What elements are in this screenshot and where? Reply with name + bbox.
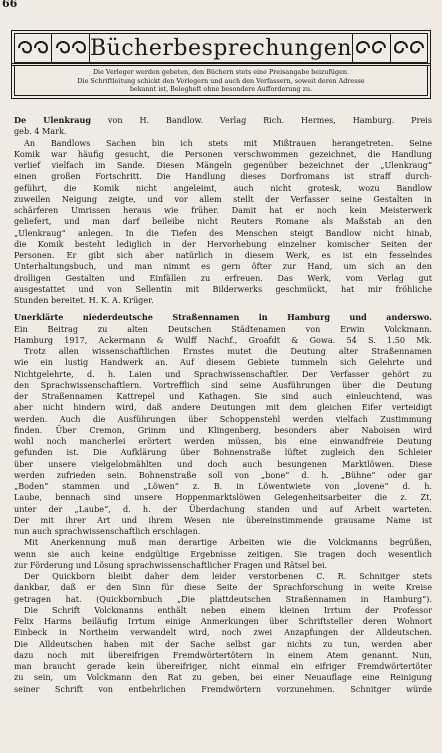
review-text: unter der „Laube“, d. h. der Überdachung standen und auf Arbeit warteten. (14, 503, 432, 514)
review-text: schärferen Umrissen heraus wie früher. Damit hat er noch kein Meisterwerk (14, 205, 432, 215)
review-text: Stunden bereitet. H. K. A. Krüger. (14, 295, 154, 305)
review-text: zur Förderung und Lösung sprachwissenschaftlicher Fragen und Rätsel bei. (14, 559, 328, 570)
text-line (14, 380, 432, 391)
text-line (14, 672, 432, 683)
review-text: Unterhaltungsbuch, und man nimmt es gern öfter zur Hand, um sich an den (14, 261, 432, 272)
text-line (14, 481, 432, 492)
text-line (14, 526, 432, 537)
text-line (14, 447, 432, 458)
reviews-body (14, 115, 432, 695)
text-line (14, 312, 432, 323)
review-text: Hamburg 1917, Ackermann & Wulff Nachf., Groafdt & Gowa. 54 S. 1.50 Mk. (14, 334, 432, 345)
text-line (14, 560, 432, 571)
text-line (14, 324, 432, 335)
review-text: dankbar, daß er den Sinn für diese Seite der Sprachforschung in weite Kreise (14, 582, 432, 593)
ornament-right-icon (390, 34, 427, 62)
text-line (14, 228, 432, 239)
text-line (14, 261, 432, 272)
text-line (14, 594, 432, 605)
text-line (14, 205, 432, 216)
review-text: werden zufrieden sein. Bohnenstraße soll von „bone“ d. h. „Bühne“ oder gar (14, 469, 432, 480)
section-banner (14, 33, 428, 63)
text-line (14, 369, 432, 380)
text-line (14, 171, 432, 182)
review-text: Ein Beitrag zu alten Deutschen Städtenamen von Erwin Volckmann. (14, 323, 432, 334)
review-text: Nichtgelehrte, d. h. Laien und Sprachwissenschaftler. Der Verfasser gehört zu (14, 368, 432, 379)
review-text: man braucht gerade kein übereifriger, nicht einmal ein eifriger Fremdwörtertöter (14, 661, 432, 671)
review-heading: Unerklärte niederdeutsche Straßennamen in Hamburg und anderswo. (14, 312, 432, 323)
text-line (14, 616, 432, 627)
text-line (14, 391, 432, 402)
text-line (14, 149, 432, 160)
review-text: Einbeck in Northeim verwandelt wird, noch zwei Anzapfungen der Alldeutschen. (14, 627, 432, 638)
text-line (14, 284, 432, 295)
review-text: getragen hat. (Quickbornbuch „Die plattdeutschen Straßennamen in Hamburg“). (14, 593, 432, 604)
review-text: aber nicht hindern wird, daß andere Deutungen mit dem gleichen Eifer verteidigt (14, 402, 432, 413)
review-text: werden. Auch die Ausführungen über Schoppenstehl werden vielfach Zustimmung (14, 413, 432, 424)
notice-line: bekannt ist, Belegheft ohne besondere Aufforderung zu. (129, 85, 313, 94)
publisher-notice (14, 66, 428, 96)
ornament-left-icon (15, 34, 52, 62)
review-text: Mit Anerkennung muß man derartige Arbeiten wie die Volckmanns begrüßen, (24, 537, 432, 548)
review-text: den Sprachwissenschaftlern. Vortrefflich sind seine Ausführungen über die Deutung (14, 379, 432, 390)
text-line (14, 194, 432, 205)
text-line (14, 183, 432, 194)
review-text: geführt, die Komik nicht angeleimt, auch nicht grotesk, wozu Bandlow (14, 182, 432, 193)
text-line (14, 639, 432, 650)
review-text: „Ulenkraug“ anlegen. In die Tiefen des Menschen steigt Bandlow nicht hinab, (14, 227, 432, 238)
review-text: wenn sie auch keine endgültige Ergebnisse zeitigen. Sie tragen doch wesentlich (14, 548, 432, 559)
text-line (14, 650, 432, 661)
text-line (14, 515, 432, 526)
review-1 (14, 115, 432, 306)
review-2 (14, 306, 432, 695)
text-line (14, 492, 432, 503)
review-text: einen großen Fortschritt. Die Handlung dieses Dorfromans ist straff durch- (14, 171, 432, 182)
text-line (14, 549, 432, 560)
review-text: drolligen Gestalten und Einfällen zu erfreuen. Das Werk, vom Verlag gut (14, 272, 432, 283)
text-line (14, 414, 432, 425)
review-text: wie ein lustig Handwerk an. Auf diesem Gebiete tummeln sich Gelehrte und (14, 357, 432, 368)
review-text: seiner Schrift von entbehrlichen Fremdwörtern vorzunehmen. Schnitger würde (14, 683, 432, 694)
review-text: Trotz allen wissenschaftlichen Ernstes mutet die Deutung alter Straßennamen (24, 346, 432, 356)
ornament-right-2-icon (353, 34, 390, 62)
notice-line: Die Verleger werden gebeten, den Büchern stets eine Preisangabe beizufügen. (92, 68, 350, 76)
review-text: gefunden ist. Die Aufklärung über Bohnenstraße lüftet zugleich den Schleier (14, 447, 432, 458)
text-line (14, 160, 432, 171)
review-text: wohl noch mancherlei erörtert werden müssen, bis eine einwandfreie Deutung (14, 436, 432, 446)
review-text: finden. Über Cremon, Grimm und Klingenberg, besonders aber Naboisen wird (14, 424, 432, 435)
text-line (14, 459, 432, 470)
ornament-left-2-icon (52, 34, 89, 62)
review-text: zu sein, um Volckmann den Rat zu geben, bei einer Neuauflage eine Reinigung (14, 672, 432, 683)
review-text: die Komik besteht lediglich in der Hervorhebung einzelner komischer Seiten der (14, 238, 432, 249)
review-text: Personen. Er gibt sich aber natürlich in diesem Werk, es ist ein fesselndes (14, 250, 432, 260)
text-line (14, 357, 432, 368)
review-text: geliefert, und man darf beileibe nicht Reuters Romane als Maßstab an den (14, 216, 432, 227)
review-text: nun auch sprachwissenschaftlich erschlagen. (14, 526, 201, 536)
text-line (14, 346, 432, 357)
text-line (14, 425, 432, 436)
text-line (14, 605, 432, 616)
review-text: Der mit ihrer Art und ihrem Wesen nie übereinstimmende grausame Name ist (14, 514, 432, 525)
review-text: über unsere vielgelobmählten und doch auch besungenen Marktlöwen. Diese (14, 458, 432, 469)
text-line (14, 402, 432, 413)
text-line (14, 216, 432, 227)
notice-line: Die Schriftleitung schickt den Verlegern und auch den Verfassern, soweit deren Adresse (77, 76, 365, 85)
review-text: geb. 4 Mark. (14, 126, 67, 137)
text-line (14, 582, 432, 593)
text-line (14, 571, 432, 582)
review-text: Die Alldeutschen haben mit der Sache selbst gar nichts zu tun, werden aber (14, 638, 432, 649)
text-line (14, 138, 432, 149)
review-text: von H. Bandlow. Verlag Rich. Hermes, Hamburg. Preis (91, 115, 432, 125)
text-line (14, 436, 432, 447)
review-text: zuweilen Neigung zeigte, und vor allem stellt der Verfasser seine Gestalten in (14, 193, 432, 204)
text-line (14, 115, 432, 126)
review-heading: De Ulenkraug (14, 115, 92, 125)
review-text: dazu noch mit übereifrigen Fremdwörtertötern in einem Atem genannt. Nun, (14, 649, 432, 660)
text-line (14, 250, 432, 261)
text-line (14, 273, 432, 284)
review-text: Der Quickborn bleibt daher dem leider verstorbenen C. R. Schnitger stets (24, 571, 432, 581)
review-text: der Straßennamen Kattrepel und Kathagen. Sie sind auch einleuchtend, was (14, 391, 432, 401)
text-line (14, 295, 432, 306)
text-line (14, 470, 432, 481)
review-text: Komik war häufig gesucht, die Personen verschwommen gezeichnet, die Handlung (14, 148, 432, 159)
text-line (14, 661, 432, 672)
text-line (14, 684, 432, 695)
text-line (14, 504, 432, 515)
review-text: verlief vielfach im Sande. Diesen Mängeln gegenüber bezeichnet der „Ulenkraug“ (14, 160, 432, 170)
review-text: ausgestattet und von Sellentin mit Bilderwerks geschmückt, hat mir fröhliche (14, 283, 432, 294)
review-text: Felix Harms beiläufig Irrtum einige Anmerkungen über Schriftsteller deren Wohnort (14, 616, 432, 626)
review-text: Die Schrift Volckmanns enthält neben einem kleinen Irrtum der Professor (24, 604, 432, 615)
page-number: 66 (2, 0, 18, 10)
text-line (14, 537, 432, 548)
review-text: „Boden“ stammen und „Löwen“ z. B. in Löwentwiete von „lovene“ d. h. (14, 481, 432, 491)
section-title: Bücherbesprechungen (90, 35, 352, 61)
review-text: Laube, bennach sind unsere Hoppenmarktslöwen Gelegenheitsarbeiter die z. Zt. (14, 492, 432, 503)
text-line (14, 627, 432, 638)
text-line (14, 126, 432, 137)
text-line (14, 239, 432, 250)
review-text: An Bandlows Sachen bin ich stets mit Mißtrauen herangetreten. Seine (24, 137, 432, 148)
text-line (14, 335, 432, 346)
